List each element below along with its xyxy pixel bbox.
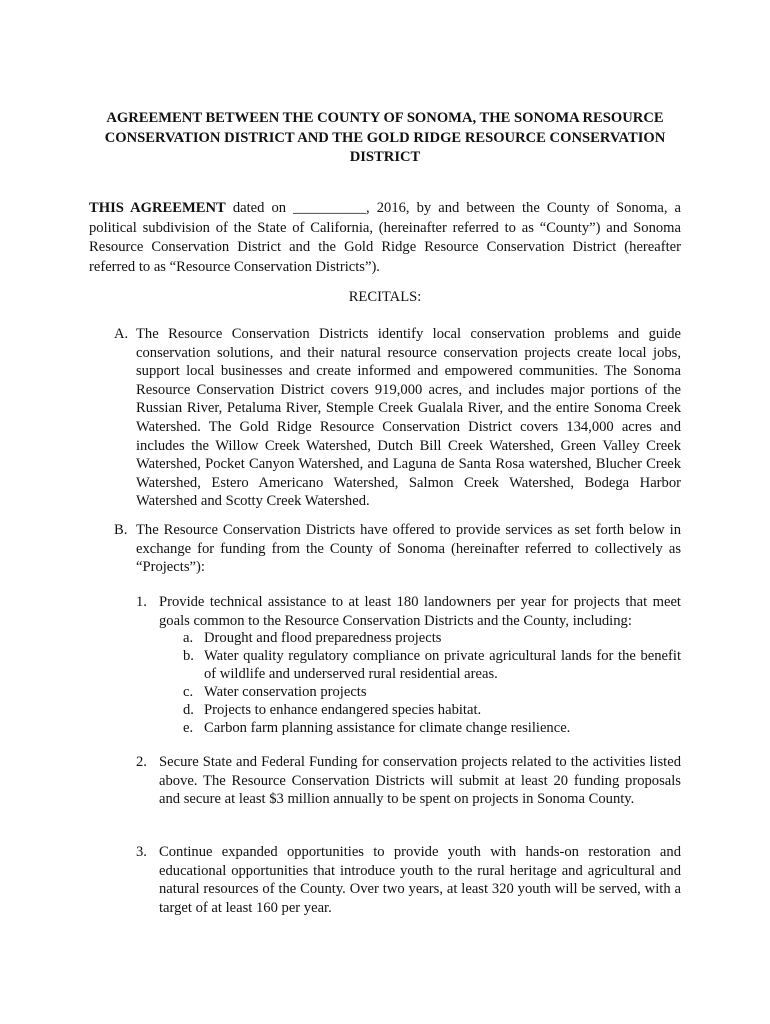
project-1-sub-c-text: Water conservation projects — [204, 684, 367, 700]
recital-b-marker: B. — [114, 522, 128, 538]
project-1-sub-b-text: Water quality regulatory compliance on private agricultural lands for the benefit of wildlife and underserved rural residential areas. — [204, 648, 681, 683]
project-1-marker: 1. — [136, 594, 147, 610]
project-1-sub-a-text: Drought and flood preparedness projects — [204, 630, 442, 646]
intro-text: dated on __________, 2016, by and between the County of Sonoma, a political subdivision of the State of California, (hereinafter referred to as “County”) and Sonoma Resource Conservation District and the Gold Ridge Resource Conservation District (hereafter referred to as “Resource Conservation Districts”). — [89, 200, 682, 275]
project-2-marker: 2. — [136, 754, 147, 770]
project-1-sub-d-text: Projects to enhance endangered species habitat. — [204, 702, 482, 718]
project-1-sub-c-marker: c. — [183, 684, 194, 700]
project-3-text: Continue expanded opportunities to provide youth with hands-on restoration and educational opportunities that introduce youth to the rural heritage and agricultural and natural resources of the County. Over two years, at least 320 youth will be served, with a target of at least 160 per year. — [159, 844, 681, 916]
project-1-sub-d-marker: d. — [183, 702, 194, 718]
recital-b-text: The Resource Conservation Districts have offered to provide services as set forth below in exchange for funding from the County of Sonoma (hereinafter referred to collectively as “Projects”): — [136, 522, 681, 576]
document-title: AGREEMENT BETWEEN THE COUNTY OF SONOMA, THE SONOMA RESOURCE CONSERVATION DISTRICT AND THE GOLD RIDGE RESOURCE CONSERVATION DISTRICT — [104, 110, 666, 165]
intro-paragraph — [89, 199, 681, 277]
project-2-text: Secure State and Federal Funding for conservation projects related to the activities listed above. The Resource Conservation Districts will submit at least 20 funding proposals and secure at least $3 million annually to be spent on projects in Sonoma County. — [159, 754, 681, 808]
recital-a-marker: A. — [114, 326, 129, 342]
intro-lead: THIS AGREEMENT — [89, 200, 226, 216]
project-1-sub-e-marker: e. — [183, 720, 194, 736]
project-1-sub-b-marker: b. — [183, 648, 194, 664]
recitals-heading: RECITALS: — [348, 289, 422, 305]
project-1-sub-e-text: Carbon farm planning assistance for climate change resilience. — [204, 720, 571, 736]
project-1-sub-a-marker: a. — [183, 630, 194, 646]
project-1-text: Provide technical assistance to at least 180 landowners per year for projects that meet goals common to the Resource Conservation Districts and the County, including: — [159, 594, 681, 629]
project-3-marker: 3. — [136, 844, 147, 860]
recital-a-text: The Resource Conservation Districts identify local conservation problems and guide conservation solutions, and their natural resource conservation projects create local jobs, support local businesses and create informed and empowered communities. The Sonoma Resource Conservation District covers 919,000 acres, and includes major portions of the Russian River, Petaluma River, Stemple Creek Gualala River, and the entire Sonoma Creek Watershed. The Gold Ridge Resource Conservation District covers 134,000 acres and includes the Willow Creek Watershed, Dutch Bill Creek Watershed, Green Valley Creek Watershed, Pocket Canyon Watershed, and Laguna de Santa Rosa watershed, Blucher Creek Watershed, Estero Americano Watershed, Salmon Creek Watershed, Bodega Harbor Watershed and Scotty Creek Watershed. — [136, 326, 681, 510]
